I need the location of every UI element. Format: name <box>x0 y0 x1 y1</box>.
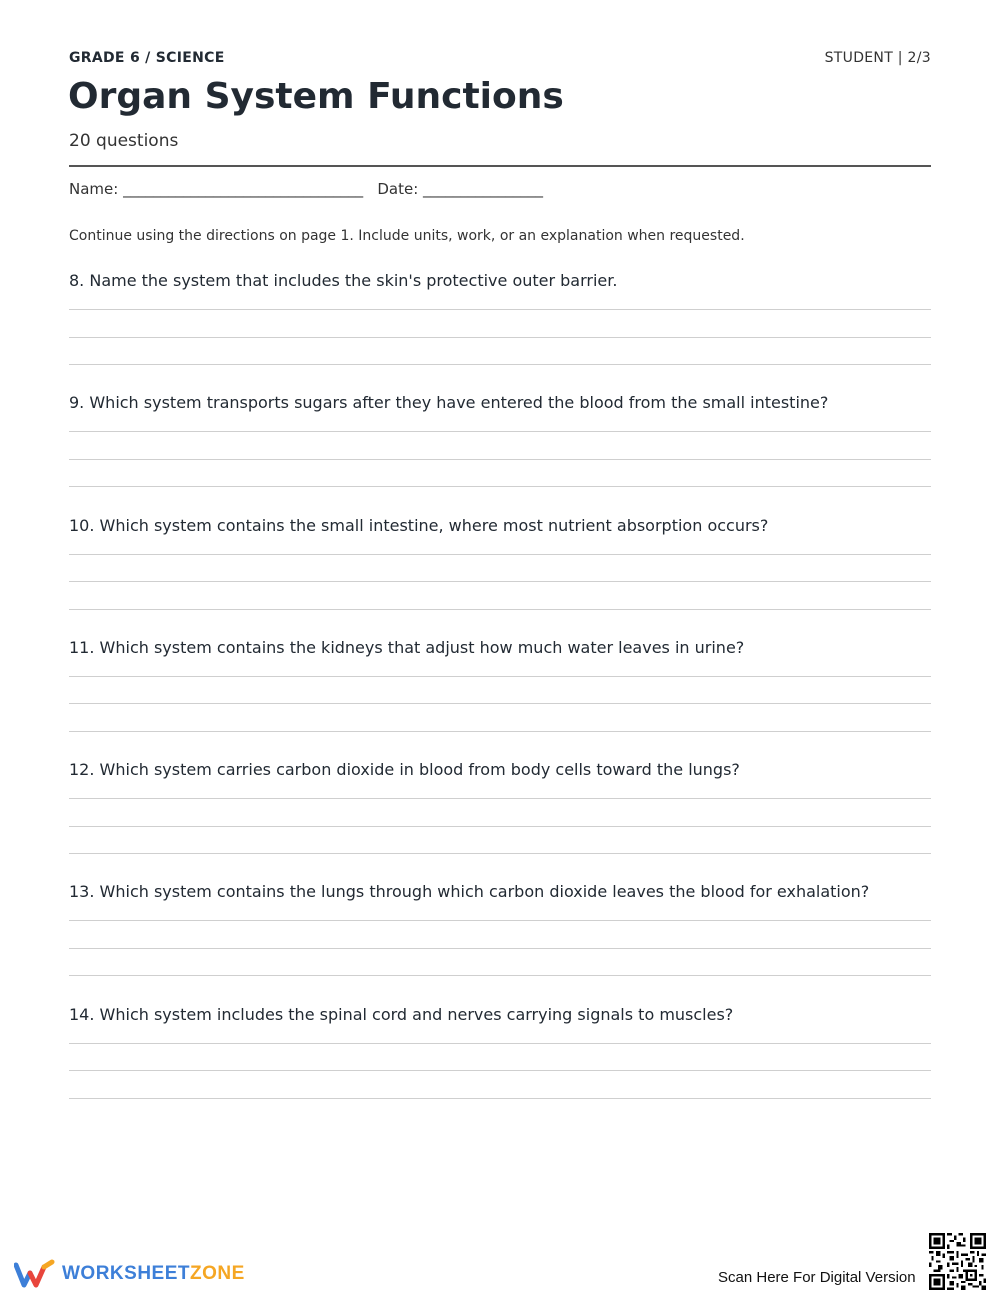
answer-line[interactable] <box>69 554 931 555</box>
logo-text-worksheet: WORKSHEET <box>62 1263 190 1284</box>
answer-line[interactable] <box>69 581 931 582</box>
answer-line[interactable] <box>69 798 931 799</box>
answer-line[interactable] <box>69 975 931 976</box>
answer-line[interactable] <box>69 676 931 677</box>
answer-line[interactable] <box>69 731 931 732</box>
answer-line[interactable] <box>69 609 931 610</box>
question-11 <box>69 637 931 759</box>
directions-text: Continue using the directions on page 1. Include units, work, or an explanation when requested. <box>69 228 745 244</box>
answer-line[interactable] <box>69 1098 931 1099</box>
answer-line[interactable] <box>69 431 931 432</box>
question-9 <box>69 392 931 514</box>
grade-subject-label: GRADE 6 / SCIENCE <box>69 50 225 66</box>
qr-code-icon[interactable] <box>929 1233 986 1290</box>
logo-text-zone: ZONE <box>190 1263 245 1284</box>
answer-line[interactable] <box>69 364 931 365</box>
question-text: 9. Which system transports sugars after they have entered the blood from the small intestine? <box>69 393 829 413</box>
answer-line[interactable] <box>69 337 931 338</box>
answer-line[interactable] <box>69 1043 931 1044</box>
question-8 <box>69 270 931 392</box>
answer-line[interactable] <box>69 459 931 460</box>
answer-line[interactable] <box>69 703 931 704</box>
question-13 <box>69 881 931 1003</box>
page-info-label: STUDENT | 2/3 <box>824 50 931 66</box>
name-date-field[interactable]: Name: ________________________________ Date: ________________ <box>69 180 544 198</box>
question-text: 8. Name the system that includes the skin's protective outer barrier. <box>69 271 618 290</box>
answer-line[interactable] <box>69 920 931 921</box>
question-text: 13. Which system contains the lungs through which carbon dioxide leaves the blood for exhalation? <box>69 882 870 902</box>
logo-wordmark <box>62 1263 245 1285</box>
question-14 <box>69 1004 931 1126</box>
question-text: 14. Which system includes the spinal cord and nerves carrying signals to muscles? <box>69 1004 734 1024</box>
answer-line[interactable] <box>69 1070 931 1071</box>
scan-instruction: Scan Here For Digital Version <box>718 1269 916 1286</box>
question-10 <box>69 515 931 637</box>
answer-line[interactable] <box>69 309 931 310</box>
question-12 <box>69 759 931 881</box>
answer-line[interactable] <box>69 853 931 854</box>
header-divider <box>69 165 931 167</box>
answer-line[interactable] <box>69 948 931 949</box>
question-text: 10. Which system contains the small intestine, where most nutrient absorption occurs? <box>69 515 769 535</box>
answer-line[interactable] <box>69 826 931 827</box>
question-count: 20 questions <box>69 131 179 151</box>
question-text: 11. Which system contains the kidneys that adjust how much water leaves in urine? <box>69 637 745 657</box>
question-text: 12. Which system carries carbon dioxide in blood from body cells toward the lungs? <box>69 760 740 780</box>
question-list <box>69 270 931 1126</box>
worksheetzone-logo[interactable] <box>14 1259 245 1289</box>
page-title: Organ System Functions <box>68 76 564 117</box>
worksheetzone-logo-icon <box>14 1259 56 1289</box>
answer-line[interactable] <box>69 486 931 487</box>
